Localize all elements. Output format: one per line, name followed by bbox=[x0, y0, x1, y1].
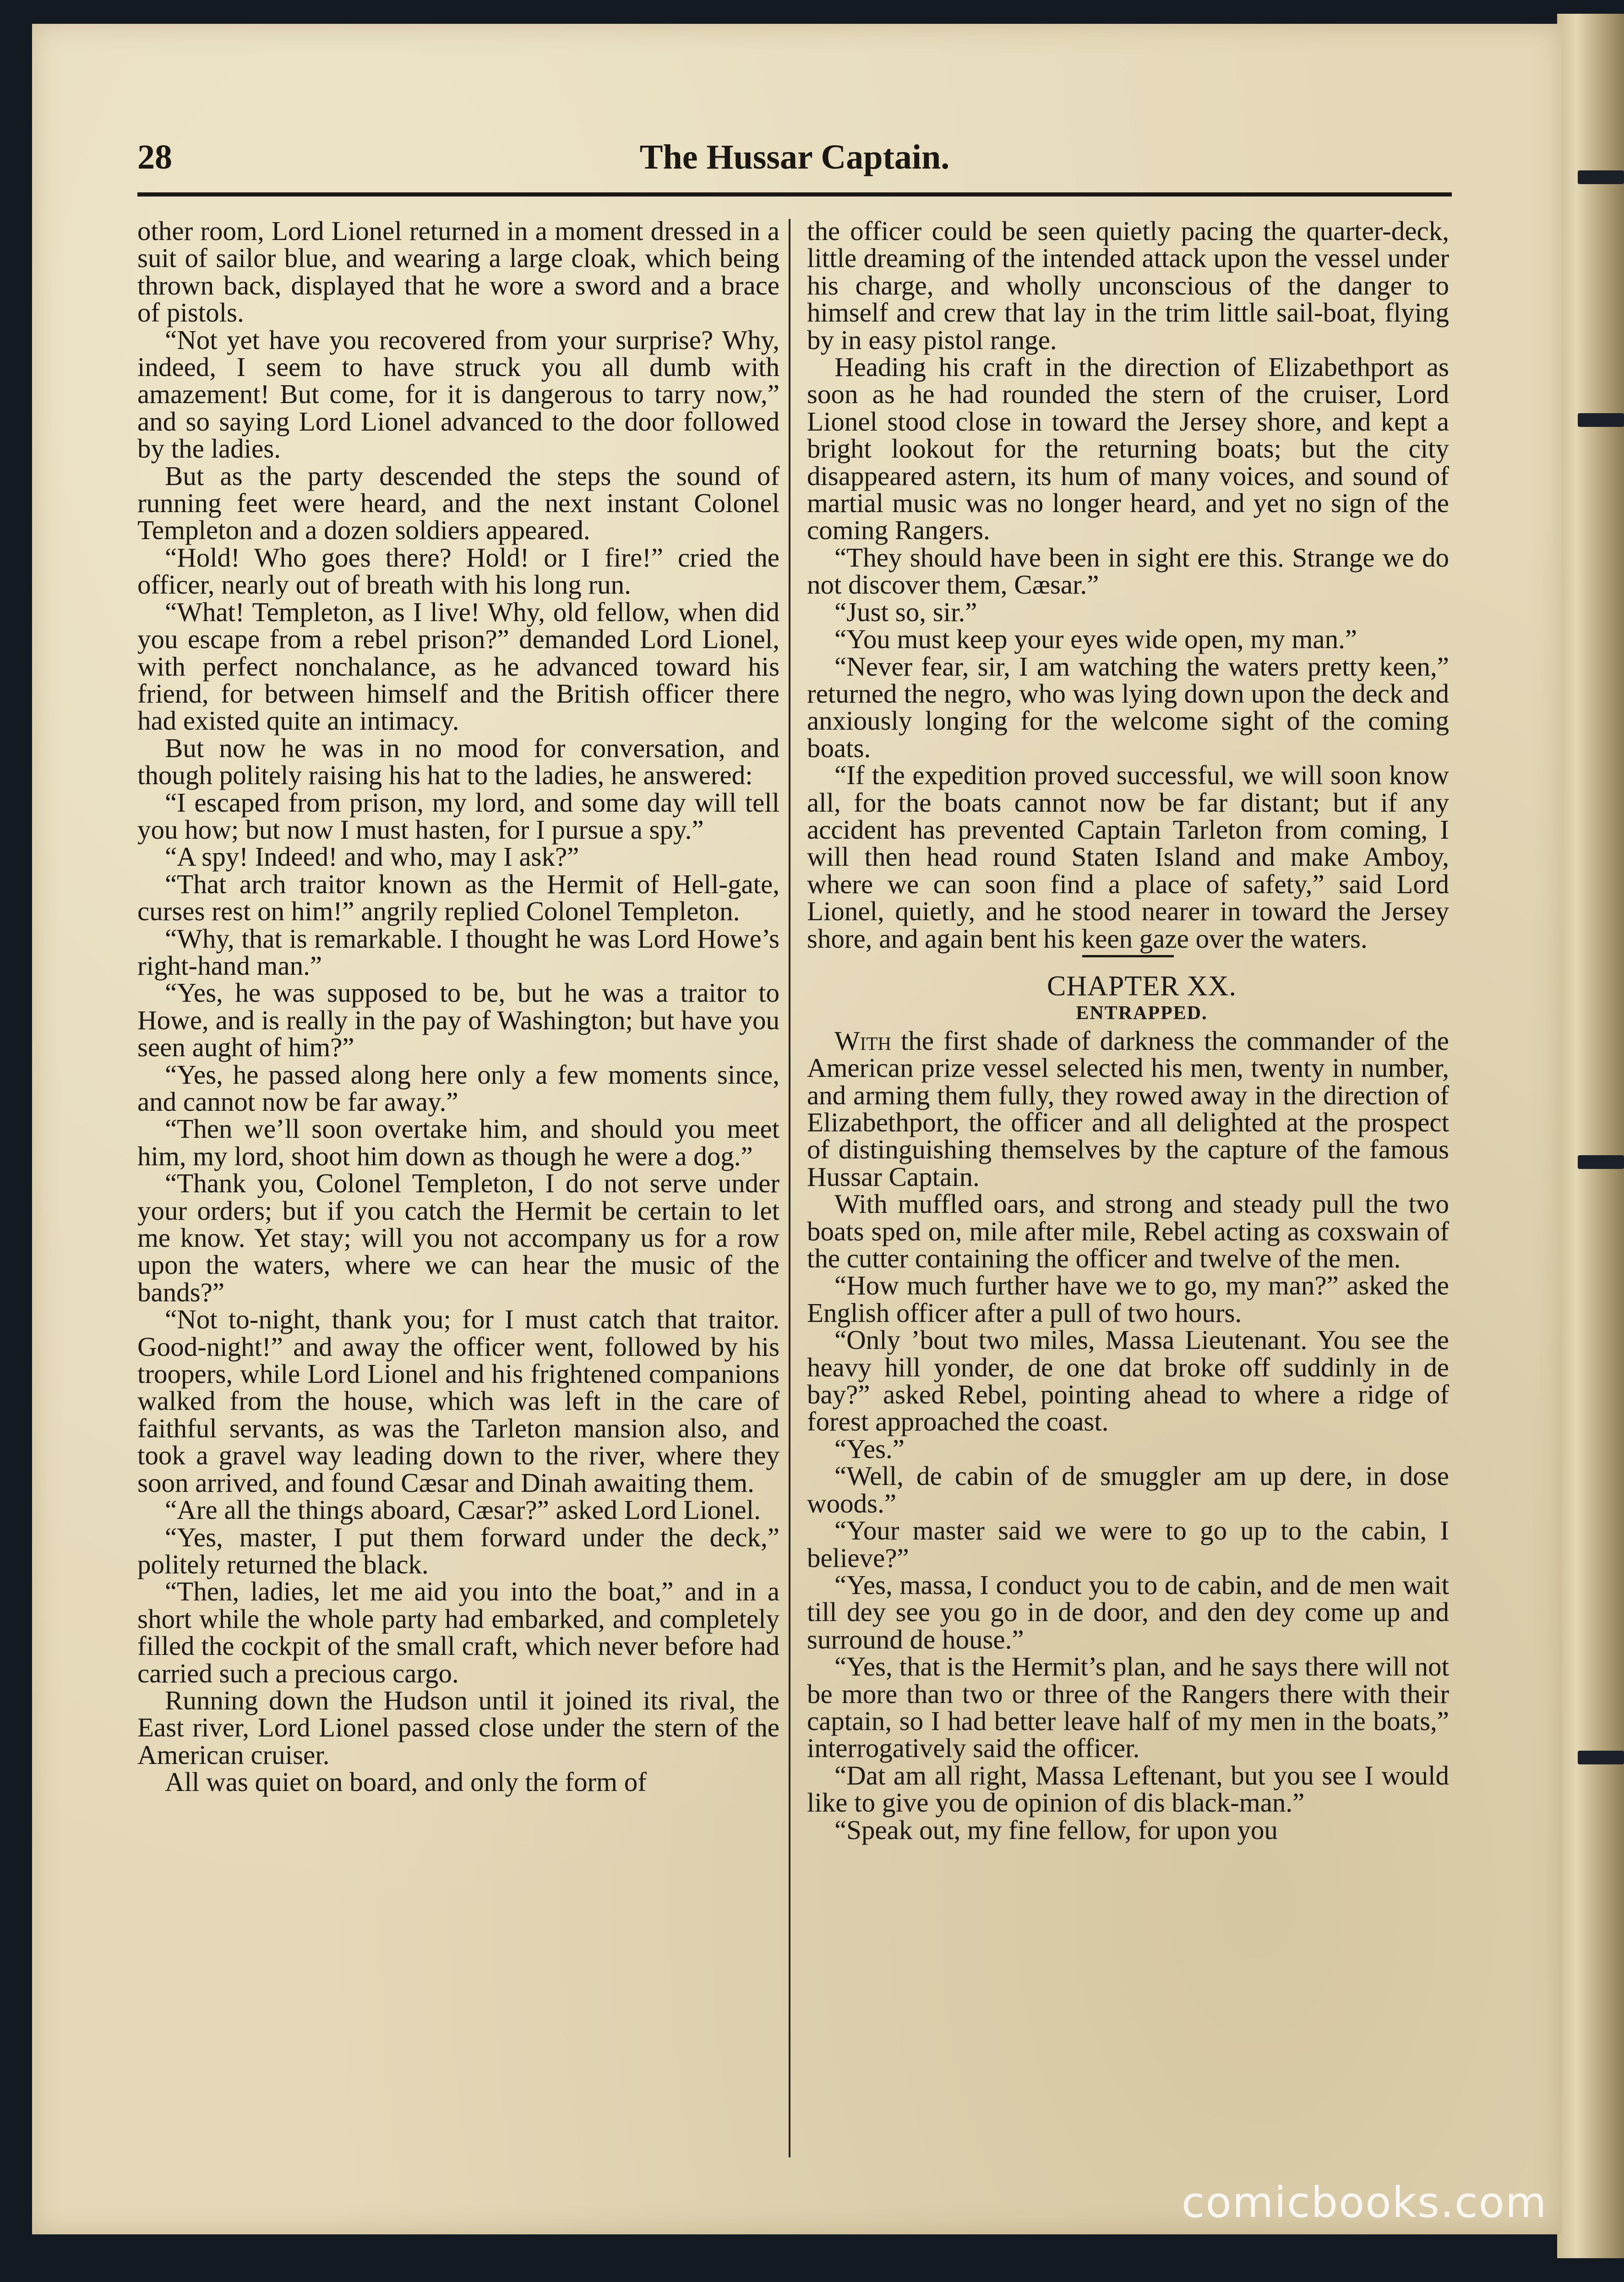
paragraph: “They should have been in sight ere this. Strange we do not discover them, Cæsar.” bbox=[807, 542, 1449, 600]
paragraph: “Hold! Who goes there? Hold! or I fire!” cried the officer, nearly out of breath with his long run. bbox=[137, 542, 779, 600]
paragraph: “A spy! Indeed! and who, may I ask?” bbox=[165, 841, 579, 872]
paragraph: “Speak out, my fine fellow, for upon you bbox=[834, 1814, 1278, 1845]
page-header bbox=[137, 137, 1452, 192]
paragraph: “What! Templeton, as I live! Why, old fellow, when did you escape from a rebel prison?” demanded Lord Lionel, with perfect nonchalance, as he advanced toward his friend, for between himself and the British officer there had existed quite an intimacy. bbox=[137, 596, 779, 736]
paragraph: But now he was in no mood for conversation, and though politely raising his hat to the ladies, he answered: bbox=[137, 732, 779, 791]
paragraph: With muffled oars, and strong and steady pull the two boats sped on, mile after mile, Rebel acting as coxswain of the cutter containing the officer and twelve of the men. bbox=[807, 1189, 1449, 1274]
chapter-opening-paragraph bbox=[807, 1027, 1449, 1190]
paragraph: “Not to-night, thank you; for I must catch that traitor. Good-night!” and away the officer went, followed by his troopers, while Lord Lionel and his frightened companions walked from the house, which was left in the care of faithful servants, as was the Tarleton mansion also, and took a gravel way leading down to the river, where they soon arrived, and found Cæsar and Dinah awaiting them. bbox=[137, 1304, 779, 1498]
page-number: 28 bbox=[137, 138, 172, 176]
chapter-subtitle: ENTRAPPED. bbox=[1076, 1003, 1208, 1024]
section-divider-rule bbox=[1082, 955, 1174, 957]
paragraph: Running down the Hudson until it joined its rival, the East river, Lord Lionel passed close under the stern of the American cruiser. bbox=[137, 1685, 779, 1770]
paragraph: “Yes, he was supposed to be, but he was a traitor to Howe, and is really in the pay of Washington; but have you seen aught of him?” bbox=[137, 977, 779, 1063]
paragraph: “Yes, he passed along here only a few moments since, and cannot now be far away.” bbox=[137, 1059, 779, 1117]
book-binding-edge bbox=[1557, 14, 1624, 2258]
paragraph: “Dat am all right, Massa Leftenant, but you see I would like to give you de opinion of dis black-man.” bbox=[807, 1760, 1449, 1818]
paragraph: “That arch traitor known as the Hermit of Hell-gate, curses rest on him!” angrily replied Colonel Templeton. bbox=[137, 868, 779, 927]
paragraph: “Just so, sir.” bbox=[834, 596, 977, 627]
paragraph: “Not yet have you recovered from your surprise? Why, indeed, I seem to have struck you all dumb with amazement! But come, for it is dangerous to tarry now,” and so saying Lord Lionel advanced to the door followed by the ladies. bbox=[137, 324, 779, 464]
paragraph: “Only ’bout two miles, Massa Lieutenant. You see the heavy hill yonder, de one dat broke off suddinly in de bay?” asked Rebel, pointing ahead to where a ridge of forest approached the coast. bbox=[807, 1325, 1449, 1437]
header-rule bbox=[137, 192, 1452, 197]
column-divider bbox=[789, 219, 790, 2157]
watermark: comicbooks.com bbox=[1182, 2178, 1548, 2227]
paragraph: “Never fear, sir, I am watching the waters pretty keen,” returned the negro, who was lying down upon the deck and anxiously longing for the welcome sight of the coming boats. bbox=[807, 651, 1449, 763]
paragraph: other room, Lord Lionel returned in a moment dressed in a suit of sailor blue, and wearing a large cloak, which being thrown back, displayed that he wore a sword and a brace of pistols. bbox=[137, 216, 779, 328]
right-column-after-chapter bbox=[807, 1190, 1449, 1844]
paragraph: “If the expedition proved successful, we will soon know all, for the boats cannot now be far distant; but if any accident has prevented Captain Tarleton from coming, I will then head round Staten Island and make Amboy, where we can soon find a place of safety,” said Lord Lionel, quietly, and he stood nearer in toward the Jersey shore, and again bent his keen gaze over the waters. bbox=[807, 760, 1449, 954]
paragraph: “Are all the things aboard, Cæsar?” asked Lord Lionel. bbox=[165, 1495, 761, 1525]
paragraph: “Thank you, Colonel Templeton, I do not serve under your orders; but if you catch the Hermit be certain to let me know. Yet stay; will you not accompany us for a row upon the waters, where we can hear the music of the bands?” bbox=[137, 1168, 779, 1307]
binding-staple bbox=[1578, 170, 1624, 184]
binding-staple bbox=[1578, 1751, 1624, 1764]
paragraph: “Well, de cabin of de smuggler am up dere, in dose woods.” bbox=[807, 1461, 1449, 1518]
paragraph: “Then, ladies, let me aid you into the boat,” and in a short while the whole party had embarked, and completely filled the cockpit of the small craft, which never before had carried such a precious cargo. bbox=[137, 1576, 779, 1688]
binding-staple bbox=[1578, 413, 1624, 427]
paragraph: “Yes, that is the Hermit’s plan, and he says there will not be more than two or three of the Rangers there with their captain, so I had better leave half of my men in the boats,” interrogatively said the officer. bbox=[807, 1651, 1449, 1763]
paragraph: “Yes.” bbox=[834, 1433, 905, 1464]
paragraph: “Then we’ll soon overtake him, and should you meet him, my lord, shoot him down as though he were a dog.” bbox=[137, 1114, 779, 1171]
paragraph: “I escaped from prison, my lord, and some day will tell you how; but now I must hasten, for I pursue a spy.” bbox=[137, 787, 779, 845]
paragraph: the officer could be seen quietly pacing the quarter-deck, little dreaming of the intended attack upon the vessel under his charge, and wholly unconscious of the danger to himself and crew that lay in the trim little sail-boat, flying by in easy pistol range. bbox=[807, 216, 1449, 355]
binding-staple bbox=[1578, 1155, 1624, 1169]
paragraph: All was quiet on board, and only the form of bbox=[165, 1767, 647, 1797]
chapter-title: CHAPTER XX. bbox=[1046, 970, 1237, 1002]
paragraph: “Yes, master, I put them forward under the deck,” politely returned the black. bbox=[137, 1522, 779, 1579]
chapter-opening-text: the first shade of darkness the commander of the American prize vessel selected his men, twenty in number, and arming them fully, they rowed away in the direction of Elizabethport, the officer and all delighted at the prospect of distinguishing themselves by the capture of the famous Hussar Captain. bbox=[807, 1025, 1449, 1192]
chapter-opening-word: With bbox=[834, 1025, 891, 1056]
paragraph: “Why, that is remarkable. I thought he was Lord Howe’s right-hand man.” bbox=[137, 923, 779, 981]
paragraph: “How much further have we to go, my man?” asked the English officer after a pull of two hours. bbox=[807, 1270, 1449, 1328]
right-text-column bbox=[807, 218, 1449, 2160]
right-column-before-chapter bbox=[807, 218, 1449, 952]
paragraph: “Yes, massa, I conduct you to de cabin, and de men wait till dey see you go in de door, and den dey come up and surround de house.” bbox=[807, 1569, 1449, 1654]
paragraph: Heading his craft in the direction of Elizabethport as soon as he had rounded the stern of the cruiser, Lord Lionel stood close in toward the Jersey shore, and kept a bright lookout for the returning boats; but the city disappeared astern, its hum of many voices, and sound of martial music was no longer heard, and yet no sign of the coming Rangers. bbox=[807, 352, 1449, 546]
paragraph: But as the party descended the steps the sound of running feet were heard, and the next instant Colonel Templeton and a dozen soldiers appeared. bbox=[137, 460, 779, 546]
left-text-column bbox=[137, 218, 779, 2160]
paragraph: “Your master said we were to go up to the cabin, I believe?” bbox=[807, 1515, 1449, 1573]
running-title: The Hussar Captain. bbox=[639, 138, 950, 176]
paragraph: “You must keep your eyes wide open, my man.” bbox=[834, 624, 1357, 655]
